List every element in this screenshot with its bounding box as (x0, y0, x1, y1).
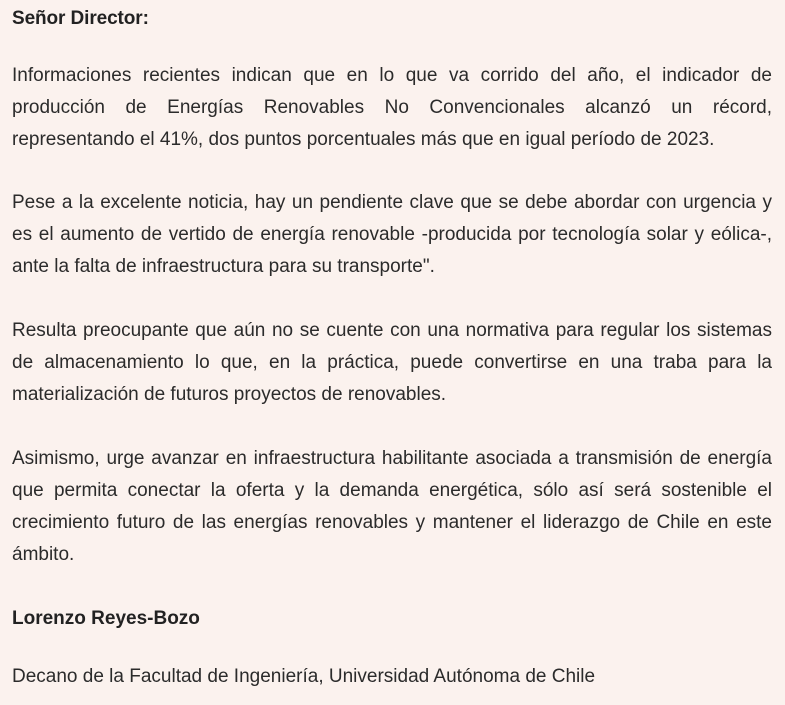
paragraph-2: Pese a la excelente noticia, hay un pendiente clave que se debe abordar con urgencia y es el aumento de vertido de energía renovable -producida por tecnología solar y eólica-, ante la falta de infraestructura para su transporte". (12, 192, 772, 277)
paragraph-1: Informaciones recientes indican que en lo que va corrido del año, el indicador de producción de Energías Renovables No Convencionales alcanzó un récord, representando el 41%, dos puntos porcentuales más que en igual período de 2023. (12, 65, 772, 150)
signature-title: Decano de la Facultad de Ingeniería, Universidad Autónoma de Chile (12, 666, 596, 687)
paragraph-4: Asimismo, urge avanzar en infraestructura habilitante asociada a transmisión de energía que permita conectar la oferta y la demanda energética, sólo así será sostenible el crecimiento futuro de las energías renovables y mantener el liderazgo de Chile en este ámbito. (12, 448, 772, 565)
salutation: Señor Director: (12, 8, 149, 29)
paragraph-3: Resulta preocupante que aún no se cuente con una normativa para regular los sistemas de almacenamiento lo que, en la práctica, puede convertirse en una traba para la materialización de futuros proyectos de renovables. (12, 320, 772, 405)
signature-name: Lorenzo Reyes-Bozo (12, 608, 200, 629)
